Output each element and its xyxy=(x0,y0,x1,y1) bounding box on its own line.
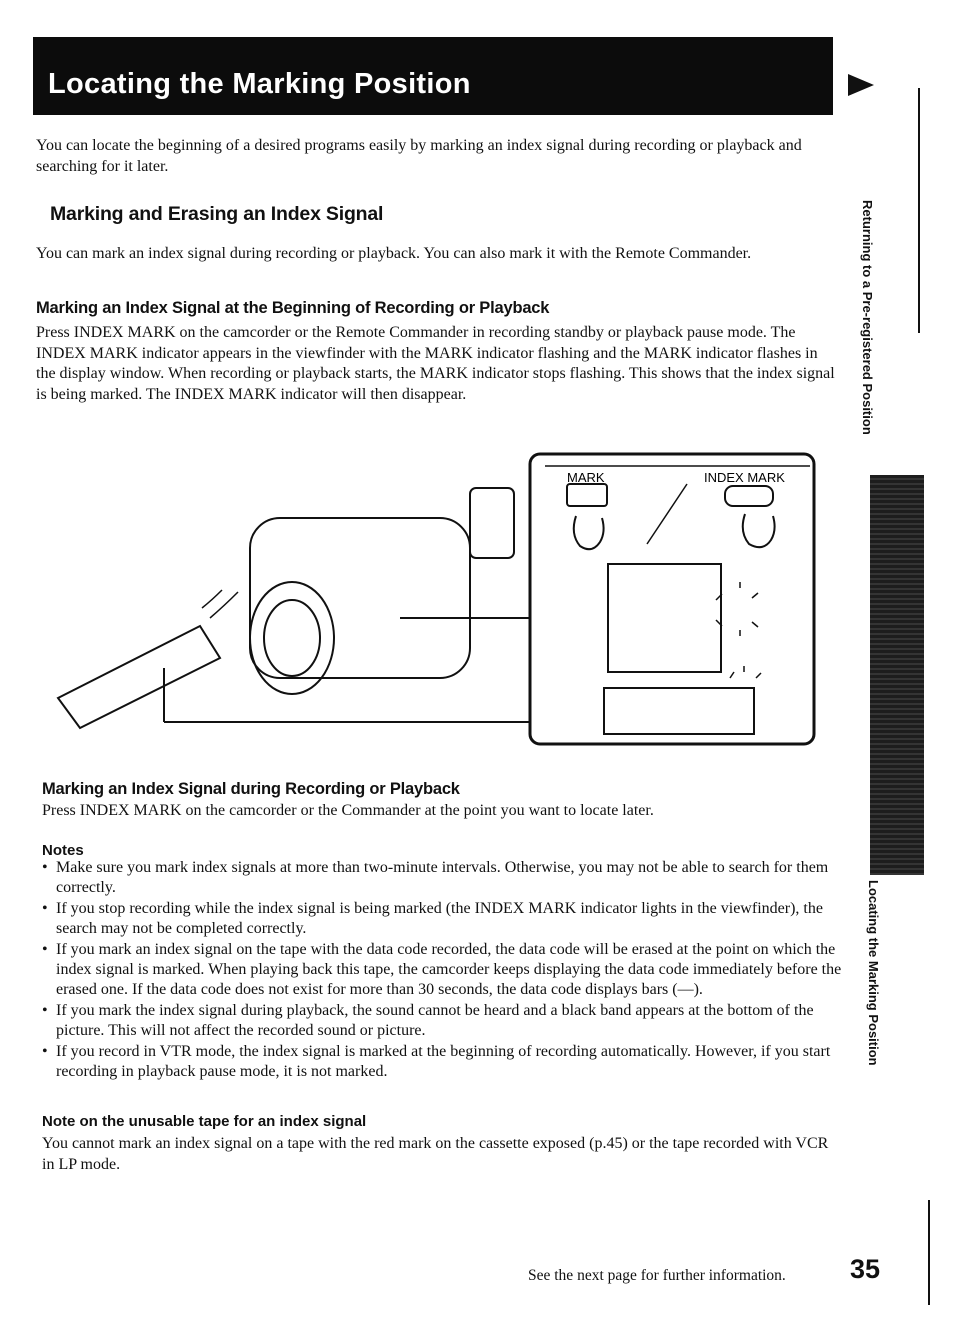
viewfinder-eyepiece xyxy=(470,488,514,558)
page-title: Locating the Marking Position xyxy=(48,68,471,100)
note-item: • If you mark an index signal on the tape with the data code recorded, the data code will be erased at the point on which the index signal is marked. When playing back this tape, the camcorder keeps displaying the data code immediately before the erased one. If the data code does not exist for more than 30 seconds, the data code displays bars (—). xyxy=(42,940,842,1001)
section-heading: Marking and Erasing an Index Signal xyxy=(50,203,384,225)
intro-paragraph: You can locate the beginning of a desired programs easily by marking an index signal during recording or playback and searching for it later. xyxy=(36,137,802,175)
mark-button-icon xyxy=(567,484,607,506)
side-rule-bottom xyxy=(928,1200,930,1305)
index-mark-button-icon xyxy=(725,486,773,506)
note-item: • If you record in VTR mode, the index signal is marked at the beginning of recording automatically. However, if you start recording in playback pause mode, it is not marked. xyxy=(42,1042,842,1083)
footer-text: See the next page for further information. xyxy=(528,1267,786,1284)
notes-heading: Notes xyxy=(42,842,84,859)
sub1-heading: Marking an Index Signal at the Beginning of Recording or Playback xyxy=(36,299,550,317)
note2-heading: Note on the unusable tape for an index signal xyxy=(42,1113,367,1130)
side-rule-top xyxy=(918,88,920,333)
hand-icon xyxy=(574,516,604,549)
note-item: • If you stop recording while the index signal is being marked (the INDEX MARK indicator lights in the viewfinder), the search may not be completed correctly. xyxy=(42,899,842,940)
thumb-index-tab xyxy=(870,475,924,875)
mark-label: MARK xyxy=(567,470,605,485)
side-tab-lower: Locating the Marking Position xyxy=(866,880,881,1066)
note-item: • If you mark the index signal during playback, the sound cannot be heard and a black band appears at the bottom of the picture. This will not affect the recorded sound or picture. xyxy=(42,1001,842,1042)
remote-commander xyxy=(58,626,220,728)
sub1-body: Press INDEX MARK on the camcorder or the Remote Commander in recording standby or playback pause mode. The INDEX MARK indicator appears in the viewfinder with the MARK indicator flashing and the MARK indicator flashes in the display window. When recording or playback starts, the MARK indicator stops flashing. This shows that the index signal is being marked. The INDEX MARK indicator will then disappear. xyxy=(36,324,835,403)
note-item: • Make sure you mark index signals at more than two-minute intervals. Otherwise, you may not be able to search for them correctly. xyxy=(42,858,842,899)
next-page-arrow-icon xyxy=(848,74,874,96)
sub2-body: Press INDEX MARK on the camcorder or the Commander at the point you want to locate later. xyxy=(42,802,654,819)
viewfinder-screen xyxy=(608,564,721,672)
camcorder-illustration xyxy=(40,448,820,748)
index-mark-label: INDEX MARK xyxy=(704,470,785,485)
note2-body: You cannot mark an index signal on a tape with the red mark on the cassette exposed (p.45) or the tape recorded with VCR in LP mode. xyxy=(42,1135,829,1173)
page-number: 35 xyxy=(850,1254,881,1284)
side-tab-upper: Returning to a Pre-registered Position xyxy=(860,200,875,435)
sub2-heading: Marking an Index Signal during Recording or Playback xyxy=(42,780,460,798)
section-intro: You can mark an index signal during recording or playback. You can also mark it with the Remote Commander. xyxy=(36,245,752,262)
display-panel-frame xyxy=(530,454,814,744)
hand-icon-2 xyxy=(743,514,775,547)
notes-list xyxy=(42,858,842,1082)
display-window xyxy=(604,688,754,734)
camcorder-body xyxy=(250,518,470,678)
